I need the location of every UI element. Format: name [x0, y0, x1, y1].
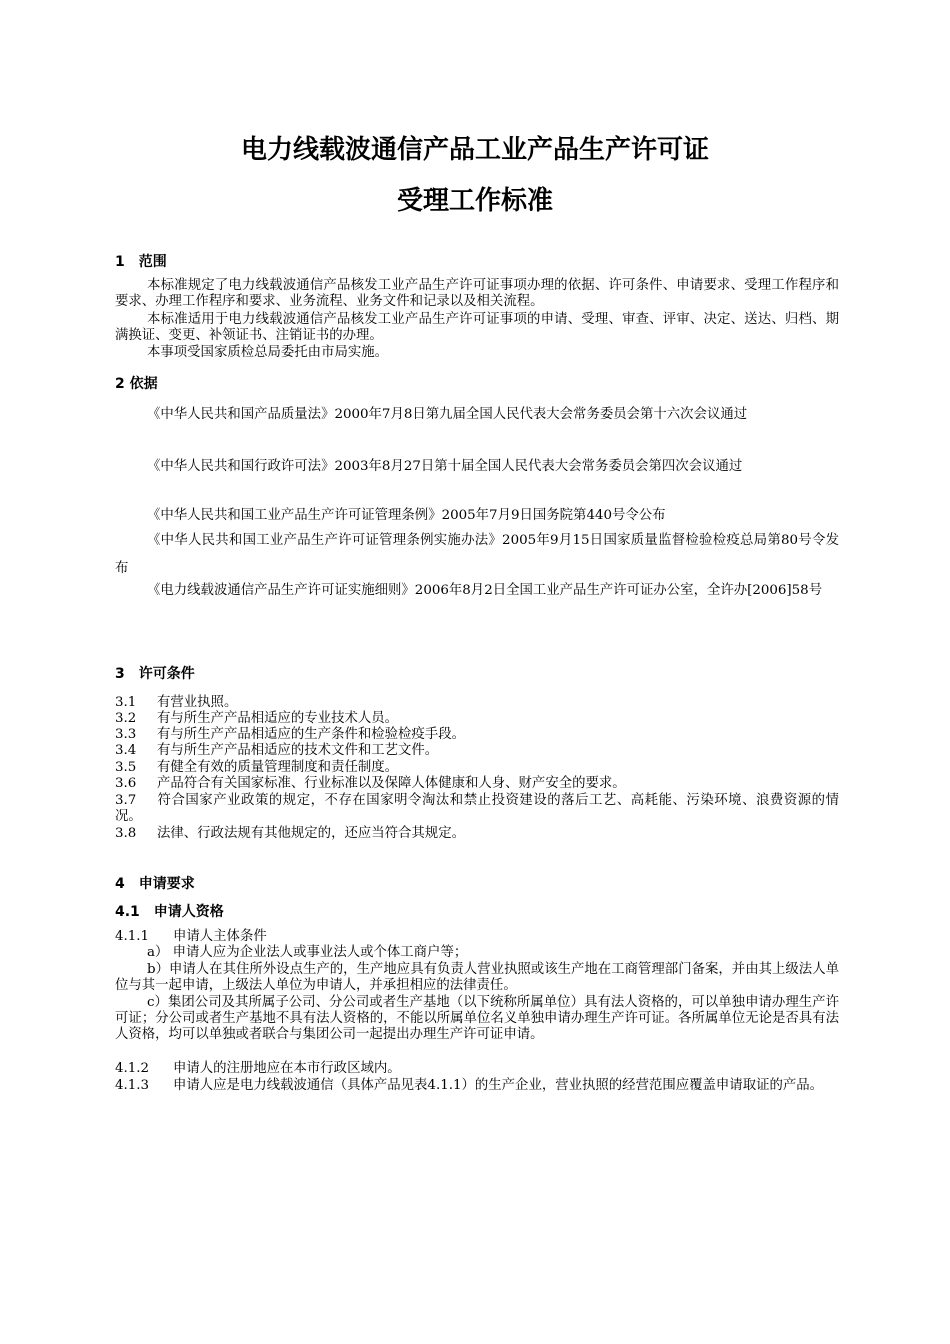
condition-number: 3.3 — [115, 727, 137, 742]
section-1-heading: 1 范围 — [115, 254, 167, 270]
requirement-number: 4.1.1 — [115, 929, 150, 944]
condition-item — [115, 760, 839, 776]
section-4-heading: 4 申请要求 — [115, 876, 195, 892]
condition-item — [115, 743, 839, 759]
condition-text: 有与所生产产品相适应的生产条件和检验检疫手段。 — [157, 727, 465, 742]
condition-text: 符合国家产业政策的规定，不存在国家明令淘汰和禁止投资建设的落后工艺、高耗能、污染环境、浪费资源的情况。 — [115, 793, 839, 824]
condition-number: 3.1 — [115, 695, 137, 710]
condition-text: 法律、行政法规有其他规定的，还应当符合其规定。 — [157, 826, 465, 841]
condition-number: 3.7 — [115, 793, 137, 808]
condition-number: 3.2 — [115, 711, 137, 726]
section-1-paragraph-3: 本事项受国家质检总局委托由市局实施。 — [147, 345, 389, 360]
section-2-heading: 2 依据 — [115, 376, 158, 392]
condition-item — [115, 711, 839, 727]
section-4-1-heading: 4.1 申请人资格 — [115, 904, 224, 920]
requirement-text: 申请人的注册地应在本市行政区域内。 — [173, 1061, 401, 1076]
condition-text: 有与所生产产品相适应的技术文件和工艺文件。 — [157, 743, 439, 758]
requirement-number: 4.1.3 — [115, 1078, 150, 1093]
requirement-4-1-1 — [115, 929, 839, 945]
condition-item — [115, 776, 839, 792]
requirement-4-1-3 — [115, 1078, 839, 1094]
section-3-heading: 3 许可条件 — [115, 666, 195, 682]
condition-text: 有营业执照。 — [157, 695, 238, 710]
condition-item — [115, 727, 839, 743]
basis-item-2: 《中华人民共和国行政许可法》2003年8月27日第十届全国人民代表大会常务委员会第四次会议通过 — [147, 459, 743, 474]
basis-item-3: 《中华人民共和国工业产品生产许可证管理条例》2005年7月9日国务院第440号令公布 — [147, 508, 666, 523]
requirement-4-1-2 — [115, 1061, 839, 1077]
requirement-text: 申请人主体条件 — [173, 929, 267, 944]
condition-number: 3.5 — [115, 760, 137, 775]
condition-item — [115, 826, 839, 842]
condition-number: 3.4 — [115, 743, 137, 758]
condition-number: 3.8 — [115, 826, 137, 841]
condition-item — [115, 695, 839, 711]
condition-text: 有健全有效的质量管理制度和责任制度。 — [157, 760, 399, 775]
requirement-4-1-1-a: a） 申请人应为企业法人或事业法人或个体工商户等； — [147, 945, 468, 960]
requirement-4-1-1-c: c）集团公司及其所属子公司、分公司或者生产基地（以下统称所属单位）具有法人资格的，可以单独申请办理生产许可证；分公司或者生产基地不具有法人资格的，不能以所属单位名义单独申请办理生产许可证。各所属单位无论是否具有法人资格，均可以单独或者联合与集团公司一起提出办理生产许可证申请。 — [115, 995, 839, 1042]
document-title: 电力线载波通信产品工业产品生产许可证 — [240, 135, 709, 165]
requirement-text: 申请人应是电力线载波通信（具体产品见表4.1.1）的生产企业，营业执照的经营范围应覆盖申请取证的产品。 — [173, 1078, 824, 1093]
section-1-paragraph-2: 本标准适用于电力线载波通信产品核发工业产品生产许可证事项的申请、受理、审查、评审、决定、送达、归档、期满换证、变更、补领证书、注销证书的办理。 — [115, 312, 839, 343]
condition-text: 有与所生产产品相适应的专业技术人员。 — [157, 711, 399, 726]
basis-item-5: 《电力线载波通信产品生产许可证实施细则》2006年8月2日全国工业产品生产许可证办公室，全许办[2006]58号 — [147, 583, 823, 598]
document-subtitle: 受理工作标准 — [396, 186, 553, 216]
section-1-paragraph-1: 本标准规定了电力线载波通信产品核发工业产品生产许可证事项办理的依据、许可条件、申请要求、受理工作程序和要求、办理工作程序和要求、业务流程、业务文件和记录以及相关流程。 — [115, 278, 839, 309]
condition-text: 产品符合有关国家标准、行业标准以及保障人体健康和人身、财产安全的要求。 — [157, 776, 626, 791]
basis-item-1: 《中华人民共和国产品质量法》2000年7月8日第九届全国人民代表大会常务委员会第十六次会议通过 — [147, 407, 748, 422]
basis-item-4: 《中华人民共和国工业产品生产许可证管理条例实施办法》2005年9月15日国家质量监督检验检疫总局第80号令发布 — [115, 533, 839, 576]
condition-item — [115, 793, 839, 825]
requirement-4-1-1-b: b）申请人在其住所外设点生产的，生产地应具有负责人营业执照或该生产地在工商管理部门备案，并由其上级法人单位与其一起申请，上级法人单位为申请人，并承担相应的法律责任。 — [115, 962, 839, 993]
condition-number: 3.6 — [115, 776, 137, 791]
requirement-number: 4.1.2 — [115, 1061, 150, 1076]
